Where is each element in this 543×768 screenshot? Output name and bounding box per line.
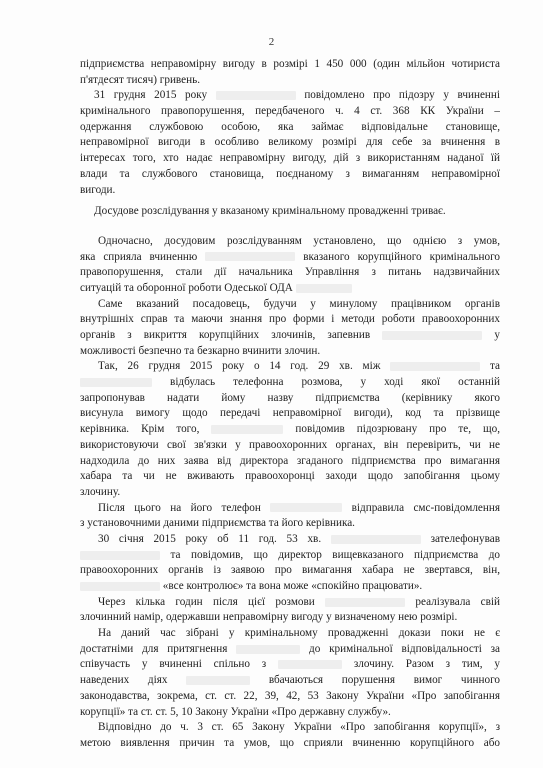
body-line: одержання службовою особою, яка займає відповідальне становище, — [80, 120, 500, 133]
redacted-name — [80, 551, 160, 560]
redacted-name — [382, 331, 482, 340]
redacted-name — [270, 503, 342, 512]
body-line: злочину. — [80, 485, 121, 498]
body-line: наведених діях вбачаються порушення вимог чинного — [80, 674, 500, 687]
body-line: 30 січня 2015 року об 11 год. 53 хв. зателефонував — [98, 532, 500, 545]
body-line: кримінального правопорушення, передбаченого ч. 4 ст. 368 КК України – — [80, 105, 500, 118]
body-line: вигоди. — [80, 183, 116, 196]
redacted-name — [296, 284, 352, 293]
redacted-name — [205, 252, 295, 261]
redacted-name — [325, 598, 405, 607]
redacted-name — [278, 660, 342, 669]
body-line: висунула вимогу щодо передачі неправомірної вигоди), код та прізвище — [80, 407, 500, 420]
body-line: 31 грудня 2015 року повідомлено про підозру у вчиненні — [94, 89, 500, 102]
body-line: запропонував надати йому назву підприємства (керівнику якого — [80, 391, 500, 404]
body-line: правоохоронних органів із заявою про вимагання хабара не звертався, він, — [80, 564, 500, 577]
body-line: «все контролює» та вона може «спокійно працювати». — [80, 579, 500, 595]
body-line: достатніми для притягнення до кримінальної відповідальності за — [80, 642, 500, 655]
body-line: органів з викриття корупційних злочинів, запевнив у — [80, 329, 500, 341]
body-line: Одночасно, досудовим розслідуванням установлено, що однією з умов, — [98, 234, 500, 247]
body-line: хабара та чи не вживають правоохоронці заходи щодо запобігання цьому — [80, 470, 500, 483]
redacted-name — [80, 378, 152, 387]
body-line: Після цього на його телефон відправила смс-повідомлення — [98, 501, 500, 514]
redacted-name — [186, 676, 250, 685]
body-line: законодавства, зокрема, ст. ст. 22, 39, 42, 53 Закону України «Про запобігання — [80, 689, 500, 702]
page-number: 2 — [268, 36, 275, 48]
redacted-name — [236, 645, 300, 654]
body-line: внутрішніх справ та маючи знання про форми і методи роботи правоохоронних — [80, 313, 500, 326]
body-line: метою виявлення причин та умов, що сприяли вчиненню корупційного або — [80, 736, 500, 749]
body-line: На даний час зібрані у кримінальному провадженні докази поки не є — [98, 627, 500, 640]
body-line: Досудове розслідування у вказаному кримінальному провадженні триває. — [94, 205, 446, 218]
body-line: правопорушення, стали дії начальника Управління з питань надзвичайних — [80, 266, 500, 279]
body-line: інтересах того, хто надає неправомірну вигоду, дій з використанням наданої їй — [80, 152, 500, 165]
body-line: Так, 26 грудня 2015 року о 14 год. 29 хв. між та — [98, 360, 500, 373]
body-line: керівника. Крім того, повідомив підозрювану про те, що, — [80, 423, 500, 436]
body-line: та повідомив, що директор вищевказаного підприємства до — [80, 548, 500, 564]
body-line: корупції» та ст. ст. 5, 10 Закону України «Про державну службу». — [80, 705, 391, 718]
body-line: неправомірної вигоди в особливо великому розмірі для себе за вчинення в — [80, 136, 500, 149]
document-body — [80, 57, 500, 752]
redacted-name — [331, 535, 421, 544]
body-line: Саме вказаний посадовець, будучи у минулому працівником органів — [98, 297, 500, 310]
body-line: злочинний намір, одержавши неправомірну вигоду у визначеному нею розмірі. — [80, 611, 458, 624]
redacted-name — [211, 425, 283, 434]
body-line: надходила до них заява від директора згаданого підприємства про вимагання — [80, 454, 500, 467]
body-line: Відповідно до ч. 3 ст. 65 Закону України «Про запобігання корупції», з — [98, 721, 500, 734]
body-line: Через кілька годин після цієї розмови реалізувала свій — [98, 595, 500, 608]
body-line: співучасть у вчиненні спільно з злочину. Разом з тим, у — [80, 658, 500, 671]
body-line: можливості безпечно та безкарно вчинити злочин. — [80, 344, 321, 357]
body-line: використовуючи свої зв'язки у правоохоронних органах, він перевірить, чи не — [80, 438, 500, 451]
body-line: з установочними даними підприємства та його керівника. — [80, 517, 355, 530]
body-line: ситуацій та оборонної роботи Одеської ОДА — [80, 281, 500, 297]
body-line: яка сприяла вчиненню вказаного корупційного кримінального — [80, 250, 500, 263]
redacted-name — [390, 362, 480, 371]
body-line: п'ятдесят тисяч) гривень. — [80, 73, 200, 86]
redacted-name — [80, 582, 160, 591]
body-line: підприємства неправомірну вигоду в розмірі 1 450 000 (один мільйон чотириста — [80, 58, 500, 70]
body-line: влади та службового становища, поєднаному з вимаганням неправомірної — [80, 167, 500, 180]
redacted-name — [216, 91, 296, 100]
body-line: відбулась телефонна розмова, у ході якої останній — [80, 375, 500, 391]
